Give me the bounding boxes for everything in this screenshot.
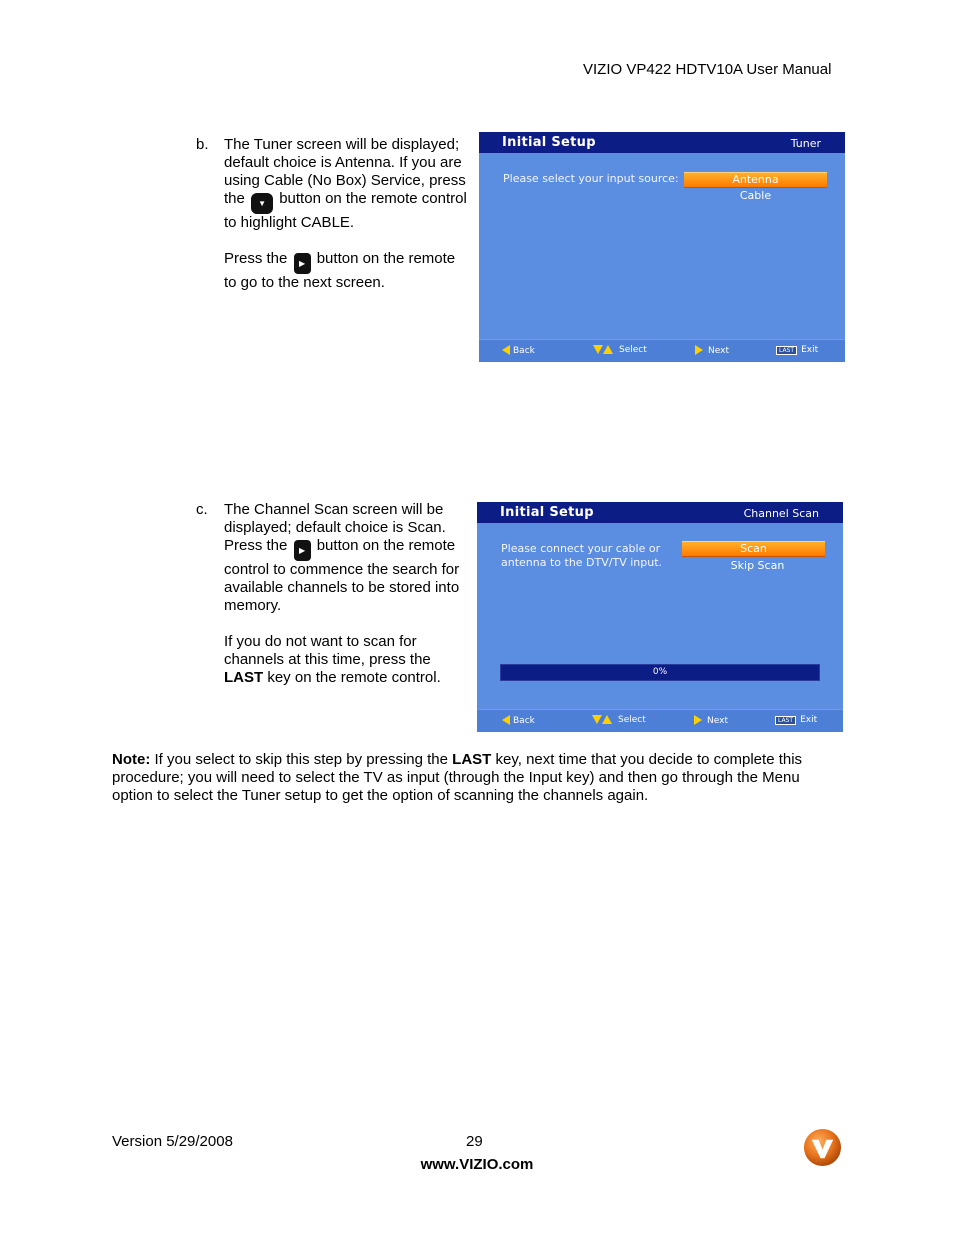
vizio-v-logo-icon (803, 1128, 842, 1167)
down-arrow-button-icon: ▼ (251, 193, 273, 214)
step-b-text-1a: The Tuner screen will be displayed; default choice is Antenna. If you are using Cable (No Box) Service, press the (224, 136, 466, 207)
note-paragraph (112, 751, 842, 805)
channel-scan-header (477, 502, 843, 523)
manual-title: VIZIO VP422 HDTV10A User Manual (583, 61, 832, 78)
step-b-letter: b. (196, 136, 209, 153)
step-b-paragraph-1 (224, 136, 469, 232)
right-arrow-button-icon: ▶ (294, 253, 311, 274)
option-cable[interactable]: Cable (739, 189, 772, 202)
footer-version: Version 5/29/2008 (112, 1133, 233, 1150)
tuner-screen-header (479, 132, 845, 153)
scan-progress-bar (500, 664, 820, 681)
step-c-text-2a: If you do not want to scan for channels at this time, press the (224, 633, 431, 668)
footer-exit: LAST Exit (776, 345, 818, 355)
step-b-body (224, 136, 469, 310)
page-number: 29 (466, 1133, 483, 1150)
note-last-key: LAST (452, 751, 492, 768)
step-c-paragraph-1 (224, 501, 466, 615)
option-scan[interactable]: Scan (682, 541, 825, 557)
left-arrow-icon (502, 715, 510, 725)
right-arrow-icon (695, 345, 703, 355)
option-skip-scan[interactable]: Skip Scan (730, 559, 785, 572)
last-key-icon: LAST (775, 716, 796, 725)
step-c-body (224, 501, 466, 705)
note-label: Note: (112, 751, 151, 768)
step-c-text-1b: button on the remote control to commence the search for available channels to be stored into memory. (224, 537, 460, 614)
tuner-prompt: Please select your input source: (503, 172, 679, 185)
footer-next: Next (694, 715, 728, 726)
channel-scan-screen (477, 502, 843, 732)
footer-select: Select (592, 715, 646, 725)
scan-progress-label: 0% (652, 667, 668, 677)
step-b-text-2a: Press the (224, 250, 288, 267)
right-arrow-icon (694, 715, 702, 725)
tuner-screen-title: Initial Setup (502, 135, 596, 150)
step-b-text-2b: button on the remote to go to the next screen. (224, 250, 456, 291)
footer-url[interactable]: www.VIZIO.com (420, 1156, 534, 1173)
footer-next: Next (695, 345, 729, 356)
footer-back: Back (502, 345, 535, 356)
left-arrow-icon (502, 345, 510, 355)
channel-scan-footer (477, 709, 843, 732)
note-text-b: key, next time that you decide to complete this procedure; you will need to select the TV as input (through the Input key) and then go through the Menu option to select the Tuner setup to get the option of scanning the channels again. (112, 751, 803, 804)
footer-exit: LAST Exit (775, 715, 817, 725)
down-arrow-icon (592, 715, 602, 724)
step-b-paragraph-2 (224, 250, 469, 292)
right-arrow-button-icon: ▶ (294, 540, 311, 561)
footer-back: Back (502, 715, 535, 726)
channel-scan-prompt: Please connect your cable or antenna to the DTV/TV input. (501, 542, 663, 569)
channel-scan-subtitle: Channel Scan (743, 507, 819, 520)
note-text-a: If you select to skip this step by pressing the (154, 751, 448, 768)
channel-scan-title: Initial Setup (500, 505, 594, 520)
footer-select: Select (593, 345, 647, 355)
step-b-text-1b: button on the remote control to highlight CABLE. (224, 190, 467, 231)
step-c-text-2b: key on the remote control. (267, 669, 441, 686)
step-c-paragraph-2 (224, 633, 466, 687)
step-c-letter: c. (196, 501, 208, 518)
tuner-screen-footer (479, 339, 845, 362)
option-antenna[interactable]: Antenna (684, 172, 827, 188)
last-key-icon: LAST (776, 346, 797, 355)
step-c-text-1a: The Channel Scan screen will be displayed; default choice is Scan. Press the (224, 501, 446, 554)
up-arrow-icon (603, 345, 613, 354)
down-arrow-icon (593, 345, 603, 354)
up-arrow-icon (602, 715, 612, 724)
last-key-label: LAST (224, 669, 264, 686)
tuner-screen (479, 132, 845, 362)
tuner-screen-subtitle: Tuner (790, 137, 821, 150)
